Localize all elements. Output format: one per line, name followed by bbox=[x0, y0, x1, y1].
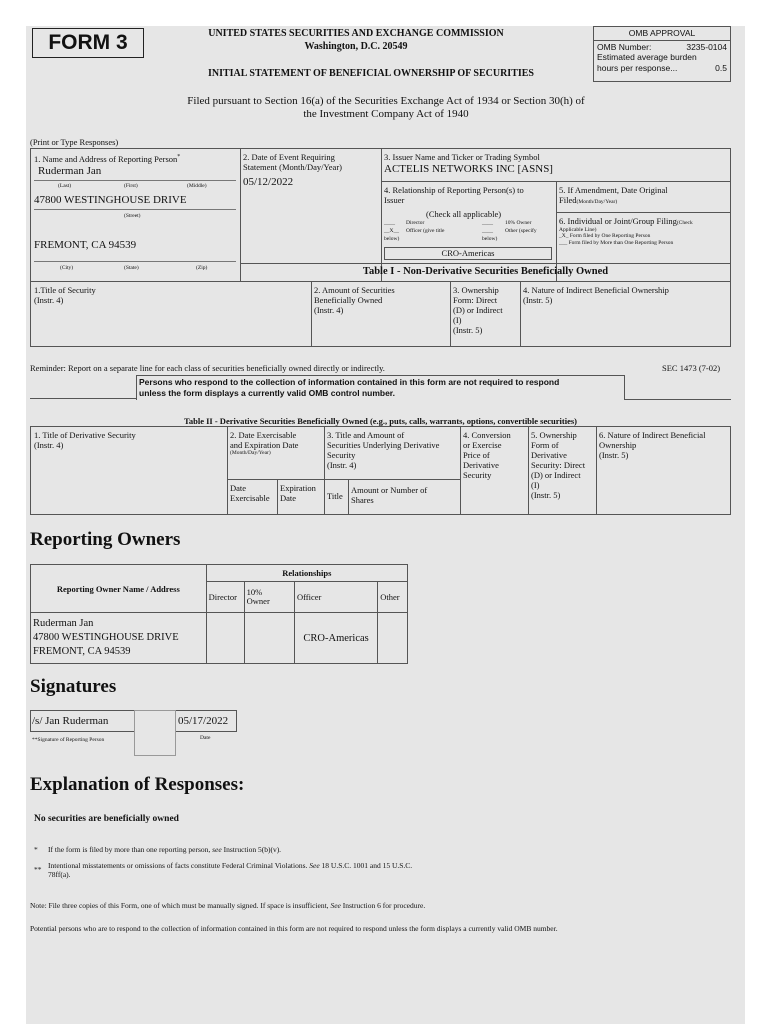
ro-col-ten-pct-l2: Owner bbox=[246, 596, 270, 606]
table1-col1-l1: 1.Title of Security bbox=[34, 285, 96, 295]
form-label-box bbox=[32, 28, 144, 58]
persons-notice bbox=[136, 375, 625, 400]
table2-col2-l2: and Expiration Date bbox=[230, 440, 299, 450]
director-label: Director bbox=[406, 220, 425, 226]
table2-col3-sub2-l1: Amount or Number of bbox=[351, 485, 428, 495]
sec-code: SEC 1473 (7-02) bbox=[662, 363, 721, 373]
box6-option-1[interactable]: _X_ Form filed by One Reporting Person bbox=[559, 233, 651, 239]
table2-col5-l5: (D) or Indirect bbox=[531, 470, 581, 480]
other-checkbox-blank[interactable]: ____ bbox=[482, 228, 493, 234]
box6-option-2[interactable]: ___ Form filed by More than One Reporting Person bbox=[559, 239, 674, 246]
ten-pct-label: 10% Owner bbox=[505, 220, 532, 226]
omb-title: OMB APPROVAL bbox=[594, 27, 730, 41]
potential-persons-note: Potential persons who are to respond to the collection of information contained in this form are not required to respond unless the form displays a currently valid OMB number. bbox=[30, 924, 558, 933]
filed-line-1: Filed pursuant to Section 16(a) of the Securities Exchange Act of 1934 or Section 30(h) of bbox=[187, 95, 585, 107]
table2-col5-l2: Form of bbox=[531, 440, 559, 450]
reminder-text: Reminder: Report on a separate line for each class of securities beneficially owned directly or indirectly. bbox=[30, 363, 385, 373]
table2-col4-l4: Derivative bbox=[463, 460, 499, 470]
table1-col3-l5: (Instr. 5) bbox=[453, 325, 483, 335]
box1-marker: * bbox=[177, 154, 181, 160]
table2-col5-l7: (Instr. 5) bbox=[531, 490, 561, 500]
table2-col4-l3: Price of bbox=[463, 450, 490, 460]
box6-option-2-label: Form filed by More than One Reporting Person bbox=[568, 239, 674, 246]
table2-col1-l1: 1. Title of Derivative Security bbox=[34, 430, 136, 440]
signature-caption bbox=[32, 737, 104, 744]
omb-number-value: 3235-0104 bbox=[686, 41, 727, 52]
box4-options bbox=[384, 220, 554, 244]
date-caption: Date bbox=[200, 735, 211, 741]
box5-label-2: Filed bbox=[559, 195, 577, 205]
director-checkbox-blank[interactable]: ____ bbox=[384, 220, 395, 226]
omb-burden-line1: Estimated average burden bbox=[597, 52, 697, 62]
box2-label-2: Statement (Month/Day/Year) bbox=[243, 162, 342, 172]
reporting-person-street: 47800 WESTINGHOUSE DRIVE bbox=[34, 194, 187, 206]
table2-title: Table II - Derivative Securities Beneficially Owned (e.g., puts, calls, warrants, options, convertible securities) bbox=[183, 416, 577, 426]
ro-col-name: Reporting Owner Name / Address bbox=[31, 565, 207, 613]
notice-spacer bbox=[30, 375, 136, 399]
table2-col3-sub2-l2: Shares bbox=[351, 495, 374, 505]
filed-pursuant bbox=[126, 95, 646, 121]
table2-col4-l2: or Exercise bbox=[463, 440, 502, 450]
table2-col3-l3: Security bbox=[327, 450, 356, 460]
table1-col4-l2: (Instr. 5) bbox=[523, 295, 553, 305]
box1-first: (First) bbox=[124, 183, 138, 189]
persons-notice-1: Persons who respond to the collection of information contained in this form are not required to respond bbox=[139, 377, 560, 387]
footnote-2 bbox=[34, 861, 412, 879]
filed-line-2: the Investment Company Act of 1940 bbox=[303, 108, 469, 120]
table2-col2-l3: (Month/Day/Year) bbox=[230, 450, 271, 456]
table2-col6-l1: 6. Nature of Indirect Beneficial bbox=[599, 430, 706, 440]
signature-caption-mark: ** bbox=[32, 737, 38, 743]
ten-pct-checkbox-blank[interactable]: ____ bbox=[482, 220, 493, 226]
table2-col3-l2: Securities Underlying Derivative bbox=[327, 440, 440, 450]
box6 bbox=[559, 216, 729, 246]
file-copies-pre: Note: File three copies of this Form, one of which must be manually signed. If space is insufficient, bbox=[30, 901, 329, 910]
table2-col2 bbox=[230, 430, 298, 457]
box6-label-small-2: Applicable Line) bbox=[559, 226, 597, 233]
table1-col3-l4: (I) bbox=[453, 315, 462, 325]
print-note: (Print or Type Responses) bbox=[30, 137, 119, 147]
signatures-heading: Signatures bbox=[30, 676, 117, 697]
box6-label-small: (Check bbox=[676, 220, 693, 226]
box1-last: (Last) bbox=[58, 183, 72, 189]
table2-col3-sub1: Title bbox=[327, 491, 343, 501]
table2-col6 bbox=[599, 430, 705, 460]
ro-row-name: Ruderman Jan bbox=[33, 618, 94, 629]
omb-burden-line2: hours per response... bbox=[597, 62, 678, 73]
footnote-1 bbox=[34, 845, 281, 854]
table2-col2-sub1-l1: Date bbox=[230, 483, 247, 493]
form-title: INITIAL STATEMENT OF BENEFICIAL OWNERSHIP OF SECURITIES bbox=[207, 68, 534, 79]
table2-col1-l2: (Instr. 4) bbox=[34, 440, 64, 450]
ro-row-ten-pct bbox=[244, 613, 294, 664]
ro-row-name-address bbox=[31, 613, 207, 664]
box5-label-1: 5. If Amendment, Date Original bbox=[559, 185, 668, 195]
omb-box bbox=[593, 26, 731, 82]
officer-label: Officer (give title bbox=[406, 228, 445, 234]
other-label: Other (specify bbox=[505, 228, 537, 234]
table2-col2-sub2-l1: Expiration bbox=[280, 483, 316, 493]
footnote-2-mark: ** bbox=[34, 865, 42, 874]
table1-col4 bbox=[523, 285, 669, 305]
table2-col3-l4: (Instr. 4) bbox=[327, 460, 357, 470]
signature-gap bbox=[134, 710, 176, 756]
agency-line-2: Washington, D.C. 20549 bbox=[304, 41, 408, 52]
ro-row-street: 47800 WESTINGHOUSE DRIVE bbox=[33, 632, 179, 643]
ro-row-other bbox=[378, 613, 408, 664]
footnote-1-pre: If the form is filed by more than one reporting person, bbox=[48, 845, 211, 854]
explanation-heading: Explanation of Responses: bbox=[30, 774, 245, 795]
table2-col3-l1: 3. Title and Amount of bbox=[327, 430, 405, 440]
table2-col2-sub2 bbox=[280, 483, 316, 503]
file-copies-post: Instruction 6 for procedure. bbox=[342, 901, 426, 910]
footnote-1-mark: * bbox=[34, 845, 38, 854]
table1-col2-l3: (Instr. 4) bbox=[314, 305, 344, 315]
omb-burden-value: 0.5 bbox=[715, 62, 727, 73]
form-sheet bbox=[26, 26, 745, 1024]
ro-row-city: FREMONT, CA 94539 bbox=[33, 646, 131, 657]
box1-middle: (Middle) bbox=[187, 183, 207, 189]
footnote-2-pre: Intentional misstatements or omissions of facts constitute Federal Criminal Violations. bbox=[48, 861, 308, 870]
persons-notice-2: unless the form displays a currently valid OMB control number. bbox=[139, 388, 396, 398]
table1-col2-l2: Beneficially Owned bbox=[314, 295, 383, 305]
box6-option-1-label: Form filed by One Reporting Person bbox=[569, 233, 651, 239]
box6-option-1-mark: X bbox=[561, 233, 566, 239]
box6-label: 6. Individual or Joint/Group Filing bbox=[559, 216, 677, 226]
box1-label: 1. Name and Address of Reporting Person bbox=[34, 153, 178, 164]
table2-col3 bbox=[327, 430, 439, 470]
box1-street: (Street) bbox=[124, 213, 141, 219]
table2-col5-l3: Derivative bbox=[531, 450, 567, 460]
footnote-2-post: 18 U.S.C. 1001 and 15 U.S.C. bbox=[321, 861, 413, 870]
box1-city: (City) bbox=[60, 265, 74, 271]
issuer-name-ticker: ACTELIS NETWORKS INC [ASNS] bbox=[384, 163, 553, 175]
file-copies-see: See bbox=[330, 901, 341, 910]
reporting-person-name: Ruderman Jan bbox=[38, 165, 102, 177]
table1-col2 bbox=[314, 285, 395, 315]
box4-check-all: (Check all applicable) bbox=[426, 209, 502, 219]
footnote-2-see: See bbox=[309, 861, 320, 870]
table2-col2-sub1-l2: Exercisable bbox=[230, 493, 270, 503]
table1-col2-l1: 2. Amount of Securities bbox=[314, 285, 395, 295]
box5-label-2-small: (Month/Day/Year) bbox=[576, 199, 618, 205]
reporting-person-city: FREMONT, CA 94539 bbox=[34, 239, 137, 251]
table2-col1 bbox=[34, 430, 136, 450]
form-label: FORM 3 bbox=[48, 31, 128, 54]
file-copies-note bbox=[30, 901, 425, 910]
table2-col2-sub2-l2: Date bbox=[280, 493, 297, 503]
table2-col5-l6: (I) bbox=[531, 480, 540, 490]
officer-below: below) bbox=[384, 236, 400, 242]
ro-col-ten-pct bbox=[244, 582, 294, 613]
box1-state: (State) bbox=[124, 265, 139, 271]
explanation-note: No securities are beneficially owned bbox=[34, 814, 179, 824]
footnote-1-see: see bbox=[212, 845, 222, 854]
box4-label-2: Issuer bbox=[384, 195, 405, 205]
table2-col6-l3: (Instr. 5) bbox=[599, 450, 629, 460]
signature-caption-text: Signature of Reporting Person bbox=[37, 737, 105, 743]
ro-row-officer: CRO-Americas bbox=[294, 613, 377, 664]
event-date: 05/12/2022 bbox=[243, 176, 294, 188]
ro-col-ten-pct-l1: 10% bbox=[246, 587, 263, 597]
ro-col-relationships: Relationships bbox=[206, 565, 407, 582]
box2-label bbox=[243, 152, 342, 172]
box4-label-1: 4. Relationship of Reporting Person(s) to bbox=[384, 185, 524, 195]
agency-header bbox=[176, 27, 536, 53]
reporting-owners-table bbox=[30, 564, 408, 664]
table2-col5-l4: Security: Direct bbox=[531, 460, 586, 470]
agency-line-1: UNITED STATES SECURITIES AND EXCHANGE COMMISSION bbox=[208, 28, 504, 39]
box2-label-1: 2. Date of Event Requiring bbox=[243, 152, 335, 162]
officer-title: CRO-Americas bbox=[441, 248, 495, 258]
table1-col1-l2: (Instr. 4) bbox=[34, 295, 64, 305]
table2-col5-l1: 5. Ownership bbox=[531, 430, 577, 440]
table1-col1 bbox=[34, 285, 96, 305]
box1-label-wrap bbox=[34, 152, 180, 164]
footnote-1-post: Instruction 5(b)(v). bbox=[223, 845, 282, 854]
table1-title: Table I - Non-Derivative Securities Beneficially Owned bbox=[362, 266, 609, 277]
table-row bbox=[31, 613, 408, 664]
box3-label: 3. Issuer Name and Ticker or Trading Symbol bbox=[384, 152, 540, 162]
ro-col-director: Director bbox=[206, 582, 244, 613]
table2-col4-l1: 4. Conversion bbox=[463, 430, 511, 440]
ro-row-director bbox=[206, 613, 244, 664]
table2-col5 bbox=[531, 430, 585, 500]
other-below: below) bbox=[482, 236, 498, 242]
officer-checkbox[interactable]: __X__ bbox=[384, 228, 399, 234]
omb-number-label: OMB Number: bbox=[597, 41, 652, 52]
table1-col3-l2: Form: Direct bbox=[453, 295, 498, 305]
ro-col-officer: Officer bbox=[294, 582, 377, 613]
box4-label bbox=[384, 185, 524, 205]
table1-col4-l1: 4. Nature of Indirect Beneficial Ownership bbox=[523, 285, 669, 295]
table1-col3-l1: 3. Ownership bbox=[453, 285, 499, 295]
table2-col2-sub1 bbox=[230, 483, 270, 503]
table1-col3 bbox=[453, 285, 503, 335]
table2-col2-l1: 2. Date Exercisable bbox=[230, 430, 297, 440]
signature-value: /s/ Jan Ruderman bbox=[32, 715, 109, 727]
table2-col4 bbox=[463, 430, 511, 480]
reporting-owners-heading: Reporting Owners bbox=[30, 529, 181, 550]
footnote-2-line2: 78ff(a). bbox=[48, 870, 71, 879]
signature-date: 05/17/2022 bbox=[178, 715, 229, 727]
table2-col3-sub2 bbox=[351, 485, 427, 505]
table2-col4-l5: Security bbox=[463, 470, 492, 480]
ro-col-other: Other bbox=[378, 582, 408, 613]
officer-mark: X bbox=[389, 228, 394, 234]
table2-col6-l2: Ownership bbox=[599, 440, 637, 450]
box5-label bbox=[559, 185, 668, 206]
box1-zip: (Zip) bbox=[196, 265, 208, 271]
officer-title-box bbox=[384, 247, 552, 260]
table1-col3-l3: (D) or Indirect bbox=[453, 305, 503, 315]
